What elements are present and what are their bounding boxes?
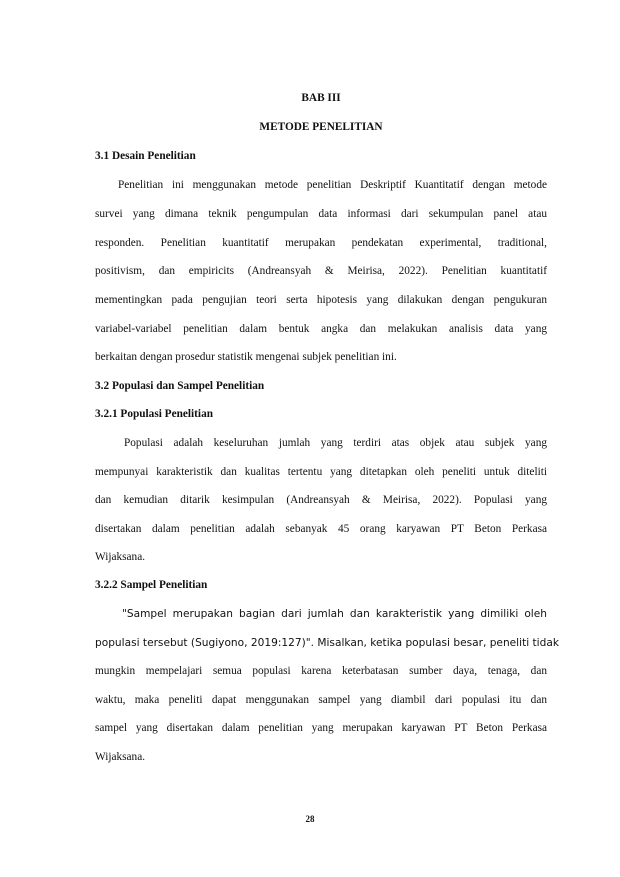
heading-3-2: 3.2 Populasi dan Sampel Penelitian (95, 380, 265, 392)
paragraph-line: waktu, maka peneliti dapat menggunakan sampel yang diambil dari populasi itu dan (95, 694, 547, 706)
heading-3-1: 3.1 Desain Penelitian (95, 150, 196, 162)
paragraph-line: "Sampel merupakan bagian dari jumlah dan karakteristik yang dimiliki oleh (122, 608, 547, 620)
paragraph-line: Penelitian ini menggunakan metode penelitian Deskriptif Kuantitatif dengan metode (118, 179, 547, 191)
paragraph-line: mementingkan pada pengujian teori serta hipotesis yang dilakukan dengan pengukuran (95, 294, 547, 306)
paragraph-line: variabel-variabel penelitian dalam bentuk angka dan melakukan analisis data yang (95, 323, 547, 335)
paragraph-line: populasi tersebut (Sugiyono, 2019:127)". Misalkan, ketika populasi besar, peneliti tidak (95, 637, 559, 649)
paragraph-line: positivism, dan empiricits (Andreansyah & Meirisa, 2022). Penelitian kuantitatif (95, 265, 547, 277)
chapter-title: METODE PENELITIAN (259, 121, 383, 133)
paragraph-line: responden. Penelitian kuantitatif merupakan pendekatan experimental, traditional, (95, 237, 547, 249)
heading-3-2-1: 3.2.1 Populasi Penelitian (95, 408, 213, 420)
paragraph-line: berkaitan dengan prosedur statistik mengenai subjek penelitian ini. (95, 351, 397, 363)
page-number: 28 (305, 814, 315, 824)
paragraph-line: Wijaksana. (95, 751, 146, 763)
paragraph-line: Populasi adalah keseluruhan jumlah yang terdiri atas objek atau subjek yang (124, 437, 547, 449)
paragraph-line: mempunyai karakteristik dan kualitas tertentu yang ditetapkan oleh peneliti untuk diteliti (95, 466, 547, 478)
heading-3-2-2: 3.2.2 Sampel Penelitian (95, 579, 208, 591)
paragraph-line: sampel yang disertakan dalam penelitian yang merupakan karyawan PT Beton Perkasa (95, 722, 547, 734)
chapter-number: BAB III (301, 92, 341, 104)
paragraph-line: Wijaksana. (95, 551, 146, 563)
paragraph-line: dan kemudian ditarik kesimpulan (Andreansyah & Meirisa, 2022). Populasi yang (95, 494, 547, 506)
paragraph-line: disertakan dalam penelitian adalah sebanyak 45 orang karyawan PT Beton Perkasa (95, 523, 547, 535)
paragraph-line: mungkin mempelajari semua populasi karena keterbatasan sumber daya, tenaga, dan (95, 665, 547, 677)
paragraph-line: survei yang dimana teknik pengumpulan data informasi dari sekumpulan panel atau (95, 208, 547, 220)
